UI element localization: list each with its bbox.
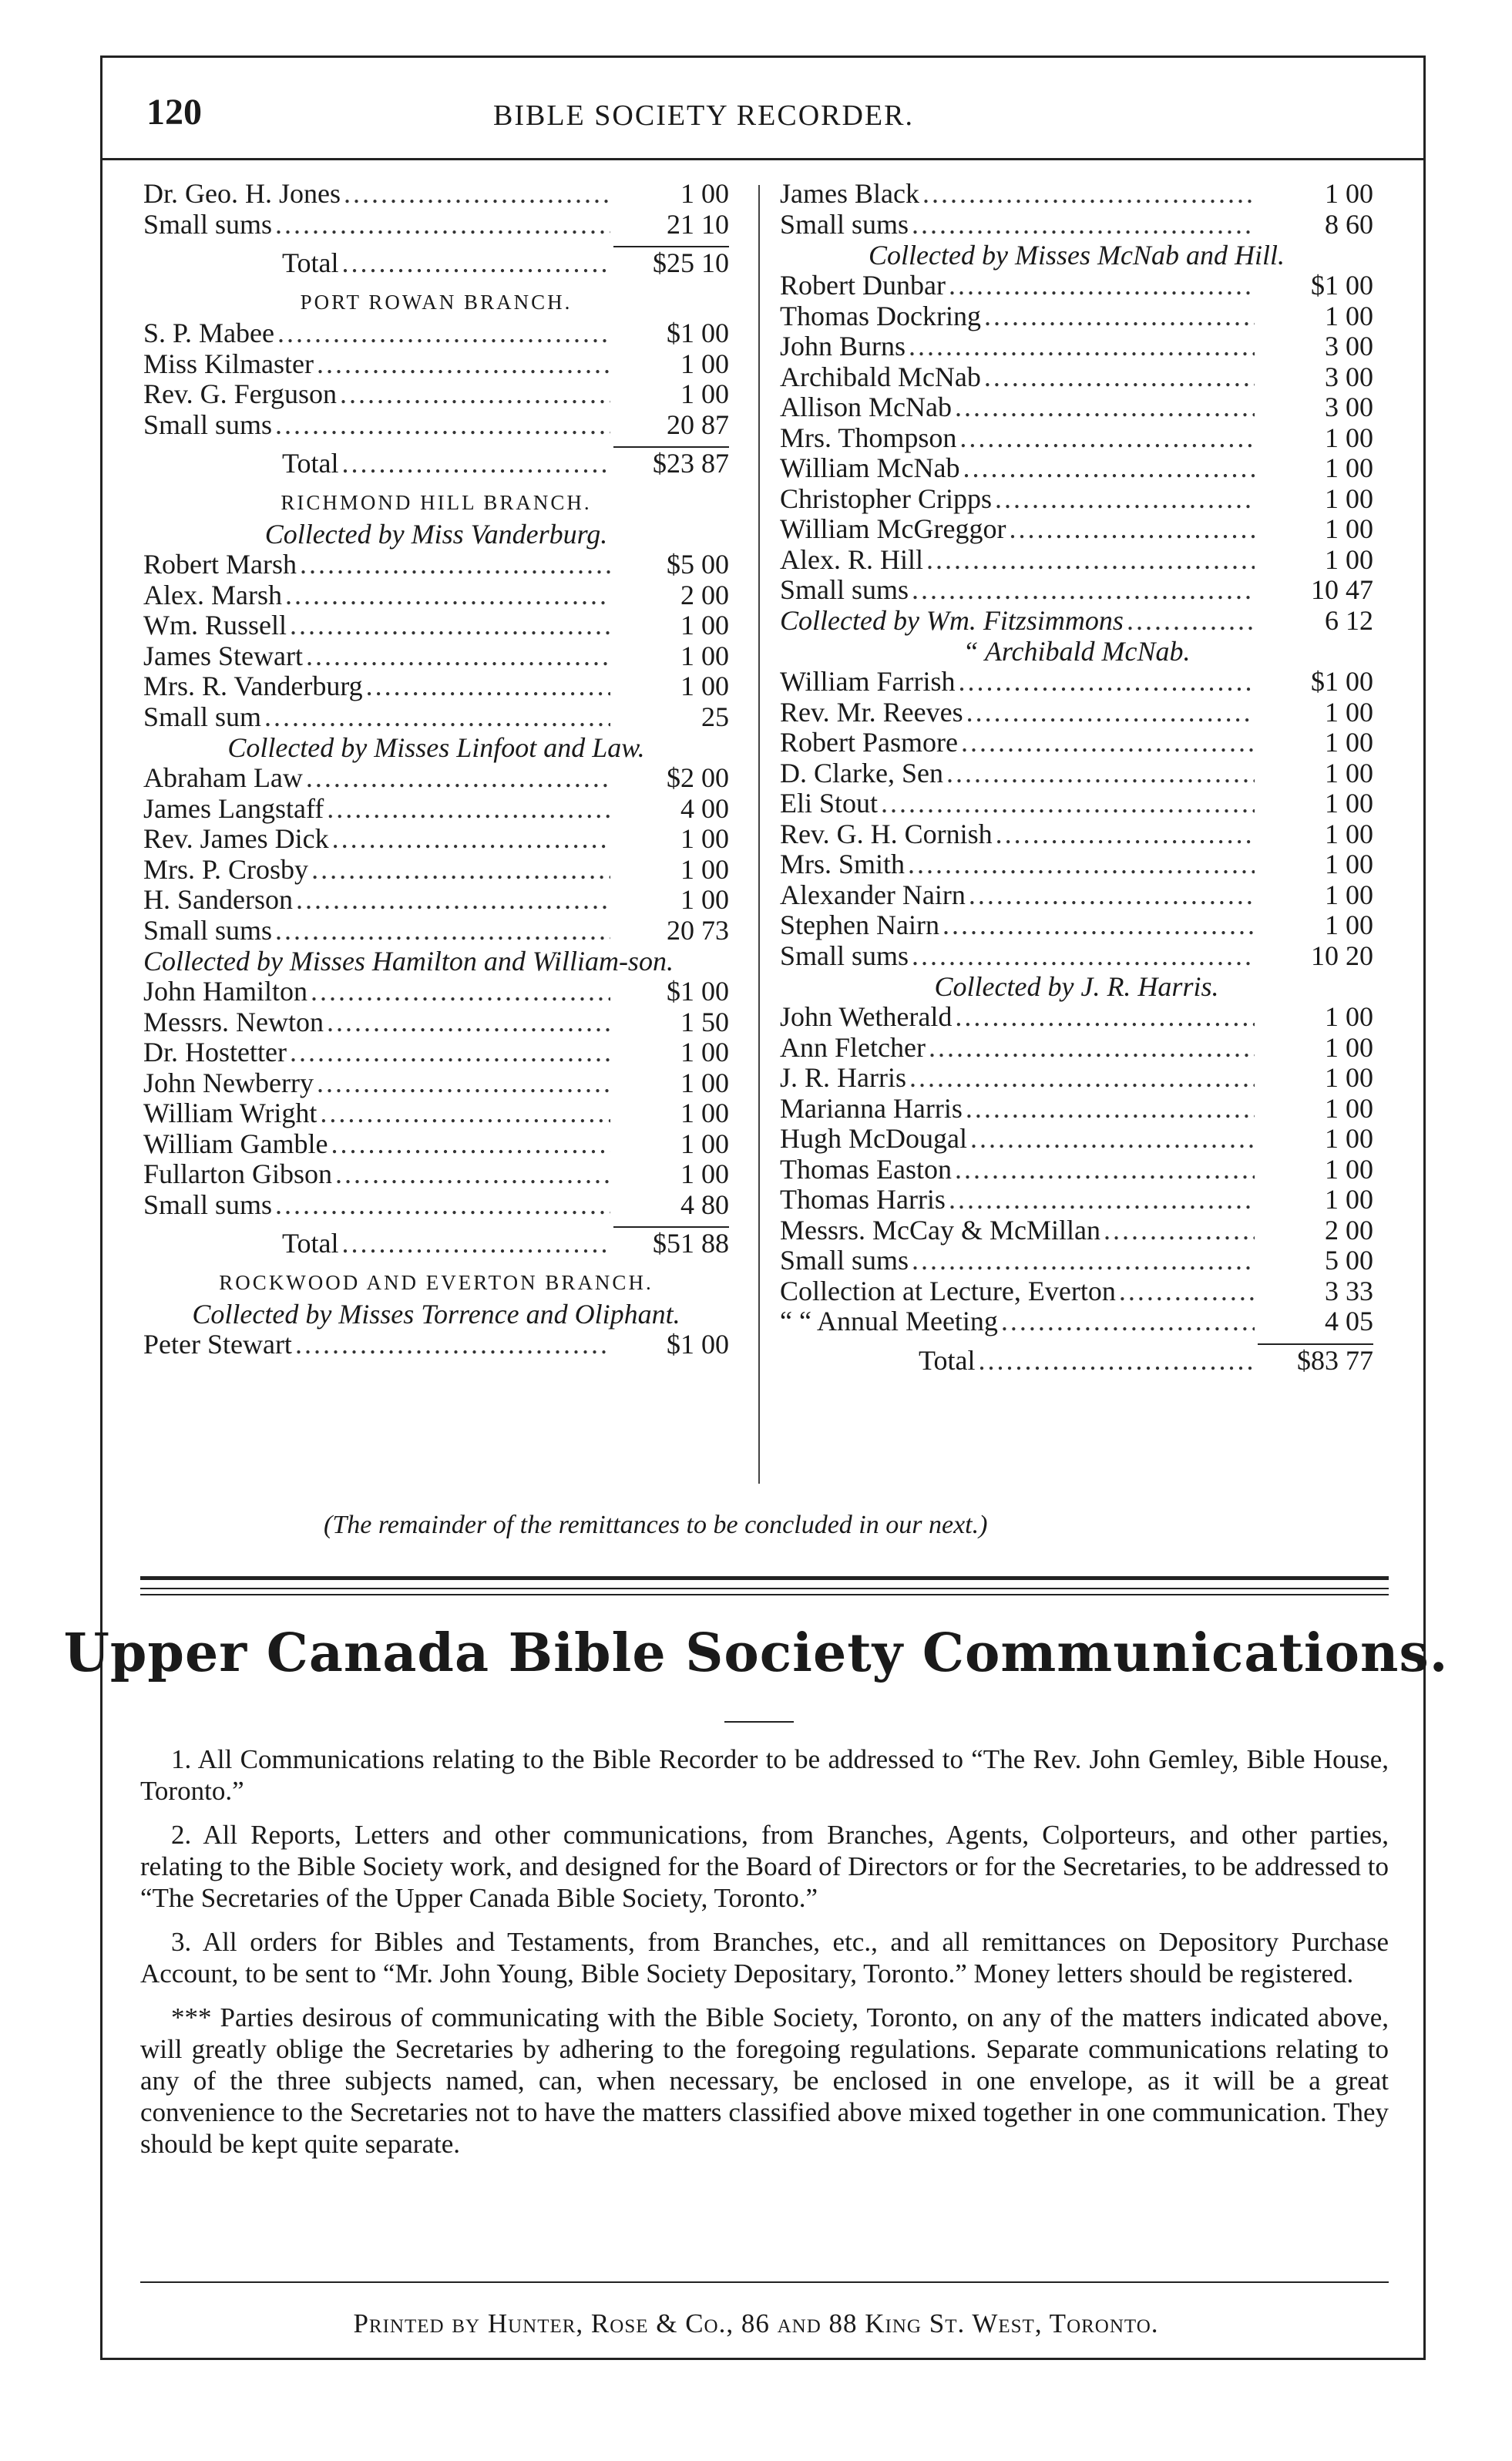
contributor-name: Collection at Lecture, Everton xyxy=(780,1275,1116,1306)
notice-paragraph: *** Parties desirous of communicating with the Bible Society, Toronto, on any of the matters indicated above, will greatly oblige the Secretaries by adhering to the foregoing regulations. Separate communications relating to any of the three subjects named, can, when necessary, be enclosed in one envelope, as it will be a great convenience to the Secretaries not to have the matters classified above mixed together in one communication. They should be kept quite separate. xyxy=(140,2002,1389,2159)
leader-dots xyxy=(978,1337,1255,1383)
right-column xyxy=(780,179,1373,1383)
amount: 21 10 xyxy=(667,208,729,240)
contributor-name: John Hamilton xyxy=(143,976,307,1007)
leader-dots xyxy=(984,362,1255,393)
leader-dots xyxy=(335,1159,610,1190)
contribution-row xyxy=(143,550,729,580)
leader-dots xyxy=(290,1037,610,1068)
contributor-name: John Burns xyxy=(780,331,906,361)
contributor-name: William McGreggor xyxy=(780,513,1006,544)
leader-dots xyxy=(912,575,1255,606)
contributor-name: Robert Dunbar xyxy=(780,270,946,301)
leader-dots xyxy=(327,794,610,825)
amount: 4 00 xyxy=(680,792,729,824)
branch-heading: ROCKWOOD AND EVERTON BRANCH. xyxy=(219,1271,654,1294)
contributor-name: Rev. James Dick xyxy=(143,823,329,854)
contributor-name: Small sum xyxy=(143,701,262,732)
collector-line: Collected by Miss Vanderburg. xyxy=(264,519,608,550)
leader-dots xyxy=(331,1129,610,1160)
leader-dots xyxy=(296,885,610,916)
contributor-name: John Newberry xyxy=(143,1067,314,1098)
contributor-name: William McNab xyxy=(780,452,960,483)
leader-dots xyxy=(317,349,610,380)
amount: 1 00 xyxy=(680,1098,729,1128)
leader-dots xyxy=(275,410,610,441)
leader-dots xyxy=(341,440,610,486)
collector-line: Collected by Misses Linfoot and Law. xyxy=(227,732,645,763)
contributor-name: Hugh McDougal xyxy=(780,1123,967,1154)
leader-dots xyxy=(946,758,1255,789)
amount: 1 00 xyxy=(1325,788,1373,819)
leader-dots xyxy=(996,819,1255,850)
contribution-row xyxy=(780,1002,1373,1033)
leader-dots xyxy=(963,453,1255,484)
contribution-row xyxy=(780,849,1373,880)
amount: 1 00 xyxy=(680,1158,729,1189)
leader-dots xyxy=(290,610,610,641)
leader-dots xyxy=(1104,1215,1255,1246)
amount: 1 00 xyxy=(1325,482,1373,514)
amount: 1 00 xyxy=(680,378,729,409)
contributor-name: Abraham Law xyxy=(143,762,303,793)
contributor-name: Small sums xyxy=(143,1188,273,1220)
contribution-row xyxy=(780,545,1373,576)
leader-dots xyxy=(340,379,610,410)
amount: 1 50 xyxy=(680,1006,729,1037)
amount: 4 80 xyxy=(680,1188,729,1220)
leader-dots xyxy=(881,788,1255,819)
contributor-name: Small sums xyxy=(780,940,909,971)
contributor-name: Messrs. McCay & McMillan xyxy=(780,1214,1100,1246)
leader-dots xyxy=(959,667,1255,698)
amount: 1 00 xyxy=(1325,1092,1373,1124)
leader-dots xyxy=(966,1094,1255,1125)
contributor-name: Peter Stewart xyxy=(143,1329,292,1360)
collector-line: Collected by Misses McNab and Hill. xyxy=(869,240,1285,271)
leader-dots xyxy=(908,849,1255,880)
amount: 1 00 xyxy=(1325,543,1373,575)
contribution-row xyxy=(780,788,1373,819)
leader-dots xyxy=(306,641,610,672)
contribution-row xyxy=(143,610,729,641)
contributor-name: Mrs. Smith xyxy=(780,849,906,879)
total-row xyxy=(143,1220,729,1266)
contribution-row xyxy=(780,331,1373,362)
contribution-row xyxy=(780,362,1373,393)
contribution-row xyxy=(143,210,729,240)
contribution-row xyxy=(143,379,729,410)
leader-dots xyxy=(970,1124,1255,1155)
contribution-row xyxy=(780,271,1373,301)
header-rule xyxy=(100,158,1426,160)
amount: 1 00 xyxy=(1325,849,1373,879)
leader-dots xyxy=(1009,514,1255,545)
contribution-row xyxy=(780,575,1373,606)
amount: 1 00 xyxy=(1325,879,1373,910)
contributor-name: Rev. G. H. Cornish xyxy=(780,818,993,849)
contributor-name: Small sums xyxy=(780,574,909,605)
leader-dots xyxy=(264,702,610,733)
contribution-row xyxy=(143,794,729,825)
amount: 1 00 xyxy=(1325,1123,1373,1154)
amount: 3 33 xyxy=(1325,1275,1373,1306)
contribution-row xyxy=(143,855,729,886)
amount: 1 00 xyxy=(1325,1062,1373,1093)
leader-dots xyxy=(317,1068,610,1099)
contribution-row xyxy=(780,1063,1373,1094)
amount: 1 00 xyxy=(680,884,729,915)
contributor-name: Miss Kilmaster xyxy=(143,348,314,379)
leader-dots xyxy=(341,1220,610,1266)
amount: 10 47 xyxy=(1311,574,1373,605)
contributor-name: Thomas Easton xyxy=(780,1153,952,1185)
short-rule xyxy=(724,1721,794,1723)
contributor-name: Archibald McNab xyxy=(780,361,981,392)
leader-dots xyxy=(929,1033,1255,1064)
amount: 20 87 xyxy=(667,408,729,440)
leader-dots xyxy=(1119,1276,1255,1307)
leader-dots xyxy=(955,1155,1255,1185)
contribution-row xyxy=(143,885,729,916)
contribution-row xyxy=(143,179,729,210)
amount: $1 00 xyxy=(667,1329,729,1360)
contribution-row xyxy=(143,1037,729,1068)
amount: 1 00 xyxy=(680,640,729,671)
contributor-name: Christopher Cripps xyxy=(780,482,992,514)
contributor-name: Small sums xyxy=(780,208,909,240)
amount: 1 00 xyxy=(680,348,729,379)
amount: $1 00 xyxy=(1311,666,1373,697)
contribution-row xyxy=(780,941,1373,972)
contributor-name: “ “ Annual Meeting xyxy=(780,1306,998,1336)
contributor-name: William Farrish xyxy=(780,666,956,697)
collector-line: Collected by Misses Hamilton and William-son. xyxy=(143,946,674,977)
total-row xyxy=(780,1337,1373,1383)
amount: $5 00 xyxy=(667,549,729,580)
leader-dots xyxy=(320,1098,610,1129)
contribution-row xyxy=(143,916,729,946)
contributor-name: Rev. G. Ferguson xyxy=(143,378,337,409)
contributor-name: Robert Pasmore xyxy=(780,727,958,758)
contribution-row xyxy=(780,758,1373,789)
branch-heading: PORT ROWAN BRANCH. xyxy=(300,291,573,314)
contribution-row xyxy=(143,1190,729,1221)
contributor-name: Total xyxy=(919,1344,976,1376)
contributor-name: Alex. Marsh xyxy=(143,579,282,610)
contribution-row xyxy=(143,318,729,349)
contribution-row xyxy=(143,1129,729,1160)
contribution-row xyxy=(780,1094,1373,1125)
section-rule-thin xyxy=(140,1594,1389,1595)
amount: 1 00 xyxy=(1325,513,1373,544)
contribution-row xyxy=(780,910,1373,941)
contribution-row xyxy=(780,667,1373,698)
leader-dots xyxy=(275,1190,610,1221)
amount: 25 xyxy=(701,701,729,732)
contribution-row xyxy=(143,824,729,855)
leader-dots xyxy=(955,1002,1255,1033)
contributor-name: James Langstaff xyxy=(143,792,324,824)
contribution-row xyxy=(780,728,1373,758)
notices xyxy=(140,1743,1389,2172)
notice-paragraph: 1. All Communications relating to the Bible Recorder to be addressed to “The Rev. John Gemley, Bible House, Toronto.” xyxy=(140,1744,1389,1806)
contribution-row xyxy=(780,453,1373,484)
leader-dots xyxy=(909,1063,1255,1094)
contributor-name: H. Sanderson xyxy=(143,884,293,915)
leader-dots xyxy=(332,824,610,855)
collector-line: “ Archibald McNab. xyxy=(963,636,1191,667)
leader-dots xyxy=(275,916,610,946)
remainder-note: (The remainder of the remittances to be concluded in our next.) xyxy=(324,1511,988,1539)
amount: 1 00 xyxy=(1325,909,1373,940)
printer-imprint: Printed by Hunter, Rose & Co., 86 and 88 King St. West, Toronto. xyxy=(353,2308,1159,2338)
contribution-row xyxy=(143,349,729,380)
contributor-name: James Stewart xyxy=(143,640,303,671)
contribution-row xyxy=(780,1033,1373,1064)
leader-dots xyxy=(1001,1306,1255,1337)
collector-line: Collected by Misses Torrence and Oliphant. xyxy=(192,1299,680,1330)
contributor-name: Eli Stout xyxy=(780,788,879,819)
contribution-row xyxy=(143,1068,729,1099)
column-divider xyxy=(758,185,760,1484)
contribution-row xyxy=(780,1155,1373,1185)
contributor-name: Thomas Harris xyxy=(780,1184,946,1215)
running-title: BIBLE SOCIETY RECORDER. xyxy=(493,99,914,132)
leader-dots xyxy=(327,1007,610,1038)
contributor-name: Alex. R. Hill xyxy=(780,543,923,575)
amount: $1 00 xyxy=(667,976,729,1007)
contributor-name: Dr. Geo. H. Jones xyxy=(143,178,341,209)
footer-rule xyxy=(140,2281,1389,2283)
section-rule-thin xyxy=(140,1588,1389,1589)
leader-dots xyxy=(909,331,1255,362)
contributor-name: Ann Fletcher xyxy=(780,1031,926,1063)
contribution-row xyxy=(780,606,1373,637)
contribution-row xyxy=(780,179,1373,210)
leader-dots xyxy=(949,271,1255,301)
amount: 1 00 xyxy=(1325,757,1373,788)
amount: 1 00 xyxy=(680,823,729,854)
leader-dots xyxy=(969,880,1255,911)
contribution-row xyxy=(143,1098,729,1129)
contributor-name: Fullarton Gibson xyxy=(143,1158,333,1189)
amount: 1 00 xyxy=(1325,1031,1373,1063)
contributor-name: Small sums xyxy=(143,914,273,946)
contributor-name: Collected by Wm. Fitzsimmons xyxy=(780,604,1124,636)
contribution-row xyxy=(143,580,729,611)
contributor-name: John Wetherald xyxy=(780,1001,953,1032)
contribution-row xyxy=(143,763,729,794)
section-title: Upper Canada Bible Society Communications. xyxy=(63,1622,1449,1684)
amount: 1 00 xyxy=(680,853,729,885)
amount: 1 00 xyxy=(1325,696,1373,728)
contributor-name: Rev. Mr. Reeves xyxy=(780,696,963,728)
leader-dots xyxy=(295,1330,610,1360)
amount: 5 00 xyxy=(1325,1245,1373,1276)
amount: $23 87 xyxy=(613,446,729,479)
leader-dots xyxy=(922,179,1255,210)
amount: 1 00 xyxy=(1325,422,1373,453)
contribution-row xyxy=(780,1185,1373,1215)
notice-paragraph: 2. All Reports, Letters and other communications, from Branches, Agents, Colporteurs, and other parties, relating to the Bible Society work, and designed for the Board of Directors or for the Secretaries, to be addressed to “The Secretaries of the Upper Canada Bible Society, Toronto.” xyxy=(140,1820,1389,1913)
contribution-row xyxy=(143,977,729,1007)
amount: 1 00 xyxy=(680,671,729,701)
contributor-name: Allison McNab xyxy=(780,392,952,422)
leader-dots xyxy=(311,855,610,886)
contributor-name: Mrs. Thompson xyxy=(780,422,957,453)
contributor-name: Wm. Russell xyxy=(143,610,287,640)
contribution-row xyxy=(143,671,729,702)
amount: 1 00 xyxy=(1325,452,1373,483)
contributor-name: J. R. Harris xyxy=(780,1062,906,1093)
contribution-row xyxy=(143,1330,729,1360)
contribution-row xyxy=(780,1246,1373,1276)
total-row xyxy=(143,440,729,486)
contributor-name: Small sums xyxy=(780,1245,909,1276)
leader-dots xyxy=(300,550,610,580)
contributor-name: Stephen Nairn xyxy=(780,909,939,940)
contribution-row xyxy=(780,514,1373,545)
amount: 3 00 xyxy=(1325,361,1373,392)
amount: 2 00 xyxy=(680,579,729,610)
amount: 1 00 xyxy=(1325,727,1373,758)
leader-dots xyxy=(912,210,1255,240)
collector-line: Collected by J. R. Harris. xyxy=(934,971,1219,1002)
amount: 1 00 xyxy=(1325,300,1373,331)
contribution-row xyxy=(780,1124,1373,1155)
leader-dots xyxy=(275,210,610,240)
contributor-name: William Gamble xyxy=(143,1128,328,1159)
amount: 3 00 xyxy=(1325,331,1373,361)
leader-dots xyxy=(912,941,1255,972)
amount: 1 00 xyxy=(1325,1153,1373,1185)
leader-dots xyxy=(995,484,1255,515)
contribution-row xyxy=(780,484,1373,515)
amount: 6 12 xyxy=(1325,604,1373,636)
notice-paragraph: 3. All orders for Bibles and Testaments, from Branches, etc., and all remittances on Depository Purchase Account, to be sent to “Mr. John Young, Bible Society Depositary, Toronto.” Money letters should be registered. xyxy=(140,1927,1389,1989)
leader-dots xyxy=(344,179,610,210)
amount: 4 05 xyxy=(1325,1306,1373,1336)
leader-dots xyxy=(341,240,610,286)
contributor-name: William Wright xyxy=(143,1098,318,1128)
contributor-name: Total xyxy=(282,1228,339,1259)
contributor-name: Total xyxy=(282,448,339,479)
leader-dots xyxy=(955,392,1255,423)
amount: 20 73 xyxy=(667,914,729,946)
amount: $25 10 xyxy=(613,246,729,278)
contributor-name: Small sums xyxy=(143,208,273,240)
contributor-name: James Black xyxy=(780,178,919,209)
contribution-row xyxy=(143,641,729,672)
contributor-name: Mrs. R. Vanderburg xyxy=(143,671,363,701)
leader-dots xyxy=(1127,606,1255,637)
contributor-name: D. Clarke, Sen xyxy=(780,757,943,788)
contributor-name: Small sums xyxy=(143,408,273,440)
contributor-name: Alexander Nairn xyxy=(780,879,966,910)
amount: 1 00 xyxy=(680,178,729,209)
contribution-row xyxy=(780,698,1373,728)
amount: $1 00 xyxy=(667,318,729,348)
contribution-row xyxy=(143,1159,729,1190)
contribution-row xyxy=(780,819,1373,850)
contribution-row xyxy=(780,1215,1373,1246)
amount: 10 20 xyxy=(1311,940,1373,971)
contributor-name: Mrs. P. Crosby xyxy=(143,853,309,885)
leader-dots xyxy=(277,318,610,349)
contributor-name: Messrs. Newton xyxy=(143,1006,324,1037)
leader-dots xyxy=(285,580,610,611)
page-number: 120 xyxy=(146,92,202,133)
amount: 1 00 xyxy=(680,610,729,640)
contributor-name: Dr. Hostetter xyxy=(143,1037,287,1067)
contribution-row xyxy=(143,1007,729,1038)
amount: 1 00 xyxy=(1325,1001,1373,1032)
left-column xyxy=(143,179,729,1360)
contributor-name: Marianna Harris xyxy=(780,1092,963,1124)
leader-dots xyxy=(966,698,1255,728)
leader-dots xyxy=(366,671,610,702)
branch-heading: RICHMOND HILL BRANCH. xyxy=(281,491,592,514)
amount: 1 00 xyxy=(680,1037,729,1067)
amount: 1 00 xyxy=(1325,1184,1373,1215)
amount: $1 00 xyxy=(1311,270,1373,301)
section-rule-thick xyxy=(140,1576,1389,1580)
contribution-row xyxy=(143,410,729,441)
leader-dots xyxy=(959,423,1255,454)
leader-dots xyxy=(311,977,610,1007)
contribution-row xyxy=(780,1276,1373,1307)
leader-dots xyxy=(961,728,1255,758)
amount: $83 77 xyxy=(1258,1343,1373,1376)
leader-dots xyxy=(984,301,1255,332)
leader-dots xyxy=(942,910,1255,941)
contribution-row xyxy=(780,392,1373,423)
amount: 1 00 xyxy=(1325,818,1373,849)
contribution-row xyxy=(143,702,729,733)
amount: 2 00 xyxy=(1325,1214,1373,1246)
contribution-row xyxy=(780,880,1373,911)
total-row xyxy=(143,240,729,286)
amount: 1 00 xyxy=(680,1067,729,1098)
contributor-name: Robert Marsh xyxy=(143,549,297,580)
amount: 1 00 xyxy=(680,1128,729,1159)
amount: 3 00 xyxy=(1325,392,1373,422)
amount: 1 00 xyxy=(1325,178,1373,209)
contributor-name: S. P. Mabee xyxy=(143,318,274,348)
contributor-name: Total xyxy=(282,247,339,278)
contribution-row xyxy=(780,423,1373,454)
contributor-name: Thomas Dockring xyxy=(780,300,981,331)
leader-dots xyxy=(306,763,610,794)
amount: $2 00 xyxy=(667,762,729,793)
contribution-row xyxy=(780,1306,1373,1337)
contribution-row xyxy=(780,210,1373,240)
amount: $51 88 xyxy=(613,1226,729,1259)
leader-dots xyxy=(912,1246,1255,1276)
contribution-row xyxy=(780,301,1373,332)
leader-dots xyxy=(949,1185,1255,1215)
leader-dots xyxy=(926,545,1255,576)
amount: 8 60 xyxy=(1325,208,1373,240)
